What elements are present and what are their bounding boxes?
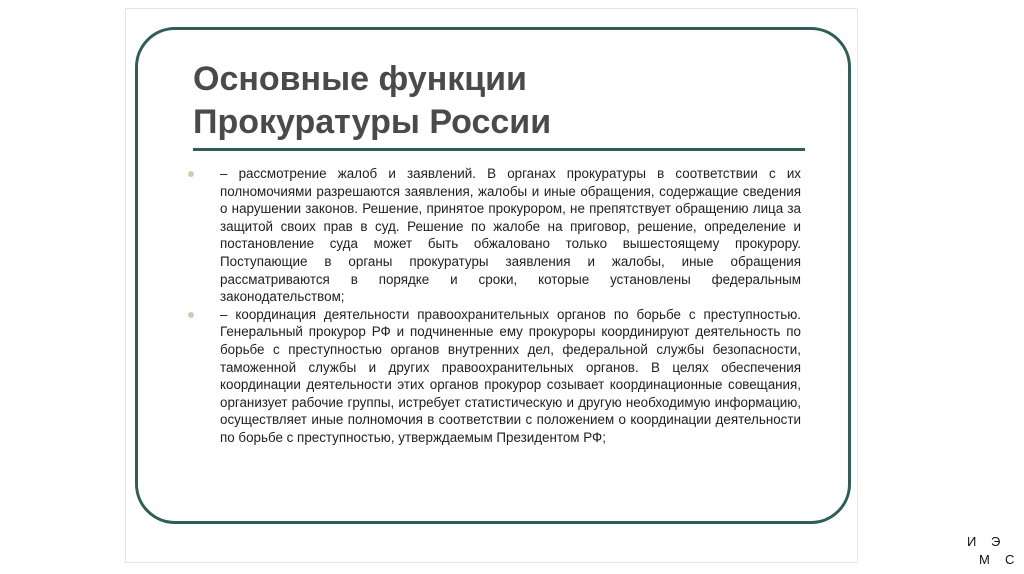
list-item	[183, 165, 801, 306]
slide-title-line-2: Прокуратуры России	[193, 103, 552, 141]
slide-title	[193, 58, 813, 144]
bullet-icon	[188, 312, 194, 318]
list-item-text: – рассмотрение жалоб и заявлений. В органах прокуратуры в соответствии с их полномочиями разрешаются заявления, жалобы и иные обращения, содержащие сведения о нарушении законов. Решение, принятое прокурором, не препятствует обращению лица за защитой своих прав в суд. Решение по жалобе на приговор, решение, определение и постановление суда может быть обжаловано только вышестоящему прокурору. Поступающие в органы прокуратуры заявления и жалобы, иные обращения рассматриваются в порядке и сроки, которые установлены федеральным законодательством;	[220, 166, 801, 305]
title-divider	[193, 148, 805, 151]
slide-title-line-1: Основные функции	[193, 60, 527, 98]
bullet-icon	[188, 171, 194, 177]
logo-letter: М	[979, 552, 990, 567]
list-item-text: – координация деятельности правоохранительных органов по борьбе с преступностью. Генеральный прокурор РФ и подчиненные ему прокуроры координируют деятельность по борьбе с преступностью органов внутренних дел, федеральной службы безопасности, таможенной службы и других правоохранительных органов. В целях обеспечения координации деятельности этих органов прокурор созывает координационные совещания, организует рабочие группы, истребует статистическую и другую необходимую информацию, осуществляет иные полномочия в соответствии с положением о координации деятельности по борьбе с преступностью, утверждаемым Президентом РФ;	[220, 306, 801, 445]
watermark-logo	[963, 534, 1021, 570]
slide-body	[183, 165, 801, 447]
logo-letter: С	[1005, 552, 1015, 567]
logo-letter: И	[967, 534, 977, 549]
list-item	[183, 306, 801, 447]
logo-letter: Э	[991, 534, 1001, 549]
